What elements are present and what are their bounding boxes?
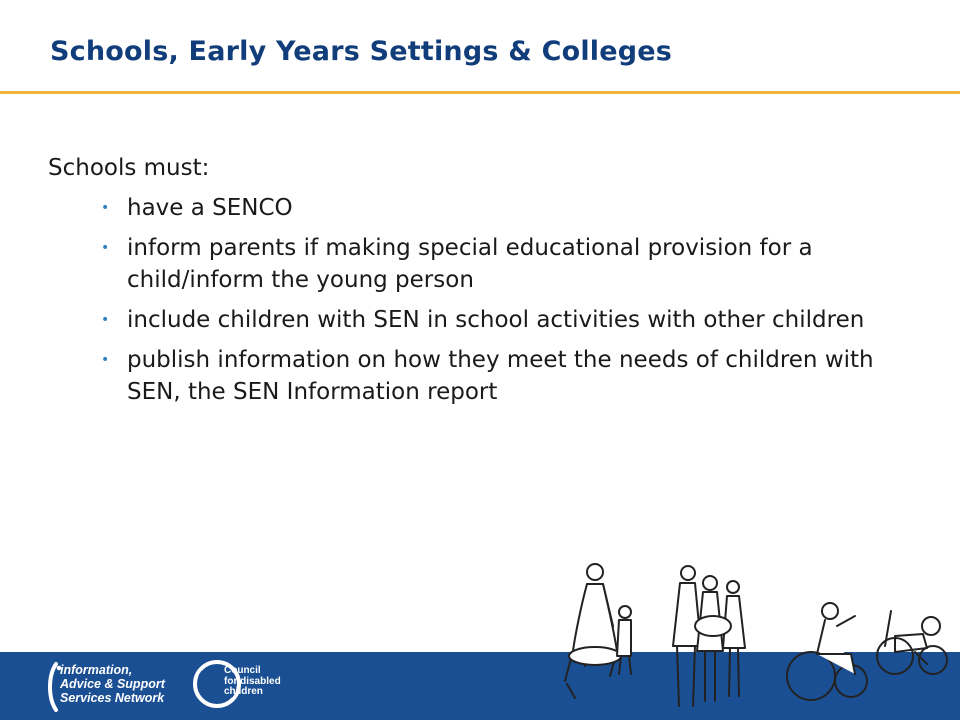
bullet-text: publish information on how they meet the needs of children with SEN, the SEN Information report [127,347,874,405]
bullet-list [48,192,908,408]
intro-text: Schools must: [48,155,210,181]
title-divider [0,91,960,94]
bullet-text: inform parents if making special educational provision for a child/inform the young person [127,235,813,293]
iass-logo-line: Advice & Support [60,677,165,691]
cdc-logo-line: children [224,686,263,697]
bullet-dot-icon: • [101,352,110,368]
slide-content [48,152,908,416]
iass-logo-line: Services Network [60,691,165,705]
iass-logo-text [60,663,165,705]
bullet-text: have a SENCO [127,195,293,221]
bullet-text: include children with SEN in school activities with other children [127,307,865,333]
bullet-item [101,192,908,224]
bullet-dot-icon: • [101,200,110,216]
iass-logo-line: information, [60,663,133,677]
bullet-item [101,344,908,408]
cdc-logo-line: Council [224,665,261,676]
bullet-dot-icon: • [101,312,110,328]
slide-title: Schools, Early Years Settings & Colleges [50,36,673,67]
cdc-logo-text [224,666,281,698]
bullet-item [101,232,908,296]
bullet-dot-icon: • [101,240,110,256]
people-and-wheelchairs-illustration [555,556,960,720]
bullet-item [101,304,908,336]
cdc-logo-line: for disabled [224,675,281,687]
